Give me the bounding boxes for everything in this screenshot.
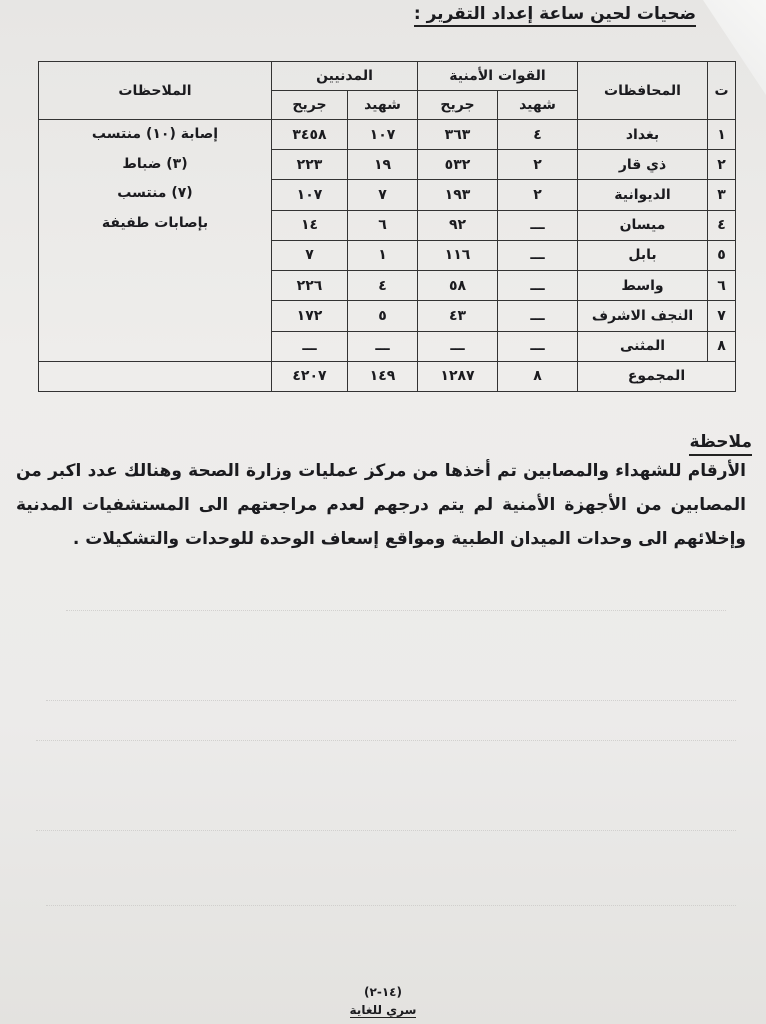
row-forces-wounded: ٥٣٢ bbox=[418, 150, 498, 180]
row-civilians-wounded: ٧ bbox=[271, 240, 347, 270]
row-civilians-wounded: ١٤ bbox=[271, 210, 347, 240]
header-notes: الملاحظات bbox=[39, 62, 272, 120]
row-forces-wounded: ٤٣ bbox=[418, 301, 498, 331]
row-forces-wounded: ٩٢ bbox=[418, 210, 498, 240]
total-notes-empty bbox=[39, 361, 272, 391]
row-index: ٣ bbox=[708, 180, 736, 210]
row-forces-wounded: ١١٦ bbox=[418, 240, 498, 270]
row-forces-martyr: ـــ bbox=[498, 271, 578, 301]
header-civilians-martyr: شهيد bbox=[348, 91, 418, 120]
total-forces-wounded: ١٢٨٧ bbox=[418, 361, 498, 391]
header-civilians: المدنيين bbox=[271, 62, 417, 91]
row-forces-martyr: ـــ bbox=[498, 301, 578, 331]
row-governorate: النجف الاشرف bbox=[578, 301, 708, 331]
row-index: ١ bbox=[708, 120, 736, 150]
bleed-through-line bbox=[66, 610, 726, 612]
header-index: ت bbox=[708, 62, 736, 120]
table-row bbox=[39, 120, 736, 150]
row-index: ٧ bbox=[708, 301, 736, 331]
row-forces-wounded: ٥٨ bbox=[418, 271, 498, 301]
row-index: ٤ bbox=[708, 210, 736, 240]
notes-line: (٧) منتسب bbox=[117, 185, 193, 201]
row-civilians-martyr: ٤ bbox=[348, 271, 418, 301]
header-security-forces: القوات الأمنية bbox=[418, 62, 578, 91]
row-index: ٨ bbox=[708, 331, 736, 361]
row-forces-martyr: ٢ bbox=[498, 150, 578, 180]
notes-line: (٣) ضباط bbox=[122, 155, 188, 172]
row-forces-martyr: ٤ bbox=[498, 120, 578, 150]
row-forces-martyr: ـــ bbox=[498, 331, 578, 361]
row-forces-wounded: ١٩٣ bbox=[418, 180, 498, 210]
row-civilians-wounded: ١٧٢ bbox=[271, 301, 347, 331]
row-index: ٥ bbox=[708, 240, 736, 270]
row-governorate: بغداد bbox=[578, 120, 708, 150]
row-civilians-martyr: ٦ bbox=[348, 210, 418, 240]
classification-mark bbox=[0, 1003, 766, 1017]
bleed-through-line bbox=[46, 700, 736, 702]
row-forces-martyr: ٢ bbox=[498, 180, 578, 210]
row-governorate: المثنى bbox=[578, 331, 708, 361]
casualty-table bbox=[38, 61, 736, 392]
total-label: المجموع bbox=[578, 361, 736, 391]
row-forces-martyr: ـــ bbox=[498, 240, 578, 270]
row-civilians-wounded: ١٠٧ bbox=[271, 180, 347, 210]
row-civilians-martyr: ـــ bbox=[348, 331, 418, 361]
row-civilians-martyr: ١٠٧ bbox=[348, 120, 418, 150]
row-forces-wounded: ٣٦٣ bbox=[418, 120, 498, 150]
row-civilians-martyr: ٧ bbox=[348, 180, 418, 210]
row-civilians-wounded: ٢٢٦ bbox=[271, 271, 347, 301]
row-civilians-wounded: ـــ bbox=[271, 331, 347, 361]
row-governorate: ذي قار bbox=[578, 150, 708, 180]
row-governorate: واسط bbox=[578, 271, 708, 301]
section-heading: ضحيات لحين ساعة إعداد التقرير : bbox=[413, 4, 696, 24]
row-civilians-wounded: ٣٤٥٨ bbox=[271, 120, 347, 150]
notes-cell bbox=[39, 120, 272, 362]
row-civilians-wounded: ٢٢٣ bbox=[271, 150, 347, 180]
bleed-through-line bbox=[36, 830, 736, 832]
total-row bbox=[39, 361, 736, 391]
notes-line: إصابة (١٠) منتسب bbox=[91, 126, 219, 142]
row-civilians-martyr: ١ bbox=[348, 240, 418, 270]
note-body: الأرقام للشهداء والمصابين تم أخذها من مركز عمليات وزارة الصحة وهنالك عدد اكبر من المصابين من الأجهزة الأمنية لم يتم درجهم لعدم مراجعتهم الى المستشفيات المدنية وإخلائهم الى وحدات الميدان الطبية ومواقع إسعاف الوحدة للوحدات والتشكيلات . bbox=[16, 461, 746, 549]
row-governorate: الديوانية bbox=[578, 180, 708, 210]
header-governorate: المحافظات bbox=[578, 62, 708, 120]
row-governorate: ميسان bbox=[578, 210, 708, 240]
header-forces-martyr: شهيد bbox=[498, 91, 578, 120]
row-civilians-martyr: ٥ bbox=[348, 301, 418, 331]
notes-line: بإصابات طفيفة bbox=[101, 214, 209, 231]
bleed-through-line bbox=[46, 905, 736, 907]
header-civilians-wounded: جريح bbox=[271, 91, 347, 120]
note-heading: ملاحظة bbox=[689, 432, 752, 456]
page-number: (١٤-٢) bbox=[364, 985, 402, 999]
row-civilians-martyr: ١٩ bbox=[348, 150, 418, 180]
row-index: ٢ bbox=[708, 150, 736, 180]
row-forces-wounded: ـــ bbox=[418, 331, 498, 361]
row-governorate: بابل bbox=[578, 240, 708, 270]
classification-text: سري للغاية bbox=[349, 1003, 417, 1017]
bleed-through-line bbox=[36, 740, 736, 742]
total-civilians-wounded: ٤٢٠٧ bbox=[271, 361, 347, 391]
total-forces-martyr: ٨ bbox=[498, 361, 578, 391]
row-index: ٦ bbox=[708, 271, 736, 301]
header-forces-wounded: جريح bbox=[418, 91, 498, 120]
total-civilians-martyr: ١٤٩ bbox=[348, 361, 418, 391]
row-forces-martyr: ـــ bbox=[498, 210, 578, 240]
